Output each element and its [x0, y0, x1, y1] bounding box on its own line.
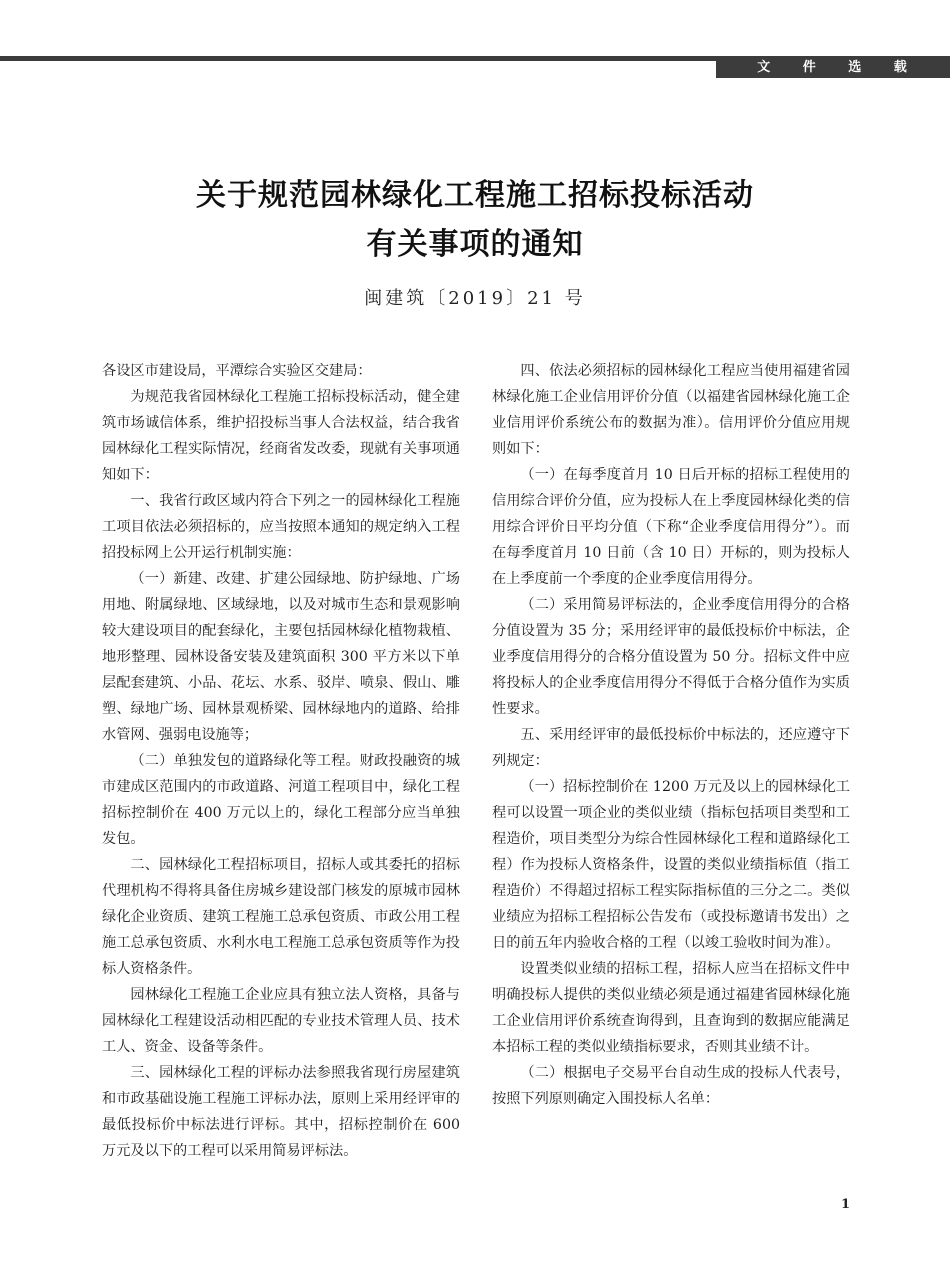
paragraph: 为规范我省园林绿化工程施工招标投标活动，健全建筑市场诚信体系，维护招投标当事人合法权益，结合我省园林绿化工程实际情况，经商省发改委，现就有关事项通知如下：: [102, 389, 460, 483]
right-column: [492, 358, 850, 1112]
document-number: 闽建筑〔2019〕21 号: [364, 288, 586, 309]
page-number: 1: [840, 1197, 850, 1212]
paragraph: （二）根据电子交易平台自动生成的投标人代表号，按照下列原则确定入围投标人名单：: [492, 1065, 850, 1107]
paragraph: 设置类似业绩的招标工程，招标人应当在招标文件中明确投标人提供的类似业绩必须是通过福建省园林绿化施工企业信用评价系统查询得到，且查询到的数据应能满足本招标工程的类似业绩指标要求，否则其业绩不计。: [492, 961, 850, 1055]
document-title-line-1: 关于规范园林绿化工程施工招标投标活动: [196, 178, 754, 213]
paragraph: 四、依法必须招标的园林绿化工程应当使用福建省园林绿化施工企业信用评价分值（以福建省园林绿化施工企业信用评价系统公布的数据为准）。信用评价分值应用规则如下：: [492, 363, 850, 457]
paragraph: 园林绿化工程施工企业应具有独立法人资格，具备与园林绿化工程建设活动相匹配的专业技术管理人员、技术工人、资金、设备等条件。: [102, 987, 460, 1055]
paragraph: 二、园林绿化工程招标项目，招标人或其委托的招标代理机构不得将具备住房城乡建设部门核发的原城市园林绿化企业资质、建筑工程施工总承包资质、市政公用工程施工总承包资质、水利水电工程施工总承包资质等作为投标人资格条件。: [102, 857, 460, 977]
paragraph: （一）招标控制价在 1200 万元及以上的园林绿化工程可以设置一项企业的类似业绩（指标包括项目类型和工程造价，项目类型分为综合性园林绿化工程和道路绿化工程）作为投标人资格条件，设置的类似业绩指标值（指工程造价）不得超过招标工程实际指标值的三分之二。类似业绩应为招标工程招标公告发布（或投标邀请书发出）之日的前五年内验收合格的工程（以竣工验收时间为准）。: [492, 779, 850, 951]
paragraph: （一）在每季度首月 10 日后开标的招标工程使用的信用综合评价分值，应为投标人在上季度园林绿化类的信用综合评价日平均分值（下称“企业季度信用得分”）。而在每季度首月 10 日前（含 10 日）开标的，则为投标人在上季度前一个季度的企业季度信用得分。: [492, 467, 850, 587]
paragraph: 三、园林绿化工程的评标办法参照我省现行房屋建筑和市政基础设施工程施工评标办法，原则上采用经评审的最低投标价中标法进行评标。其中，招标控制价在 600 万元及以下的工程可以采用简易评标法。: [102, 1065, 460, 1159]
paragraph: （一）新建、改建、扩建公园绿地、防护绿地、广场用地、附属绿地、区域绿地，以及对城市生态和景观影响较大建设项目的配套绿化，主要包括园林绿化植物栽植、地形整理、园林设备安装及建筑面积 300 平方米以下单层配套建筑、小品、花坛、水系、驳岸、喷泉、假山、雕塑、绿地广场、园林景观桥梁、园林绿地内的道路、给排水管网、强弱电设施等；: [102, 571, 460, 743]
section-label: 文 件 选 载: [716, 57, 950, 78]
paragraph: （二）采用简易评标法的，企业季度信用得分的合格分值设置为 35 分；采用经评审的最低投标价中标法，企业季度信用得分的合格分值设置为 50 分。招标文件中应将投标人的企业季度信用得分不得低于合格分值作为实质性要求。: [492, 597, 850, 717]
paragraph: 五、采用经评审的最低投标价中标法的，还应遵守下列规定：: [492, 727, 850, 769]
paragraph: （二）单独发包的道路绿化等工程。财政投融资的城市建成区范围内的市政道路、河道工程项目中，绿化工程招标控制价在 400 万元以上的，绿化工程部分应当单独发包。: [102, 753, 460, 847]
salutation: 各设区市建设局，平潭综合实验区交建局：: [102, 363, 372, 379]
paragraph: 一、我省行政区域内符合下列之一的园林绿化工程施工项目依法必须招标的，应当按照本通知的规定纳入工程招投标网上公开运行机制实施：: [102, 493, 460, 561]
left-column: [102, 358, 460, 1164]
document-title-line-2: 有关事项的通知: [366, 227, 584, 262]
